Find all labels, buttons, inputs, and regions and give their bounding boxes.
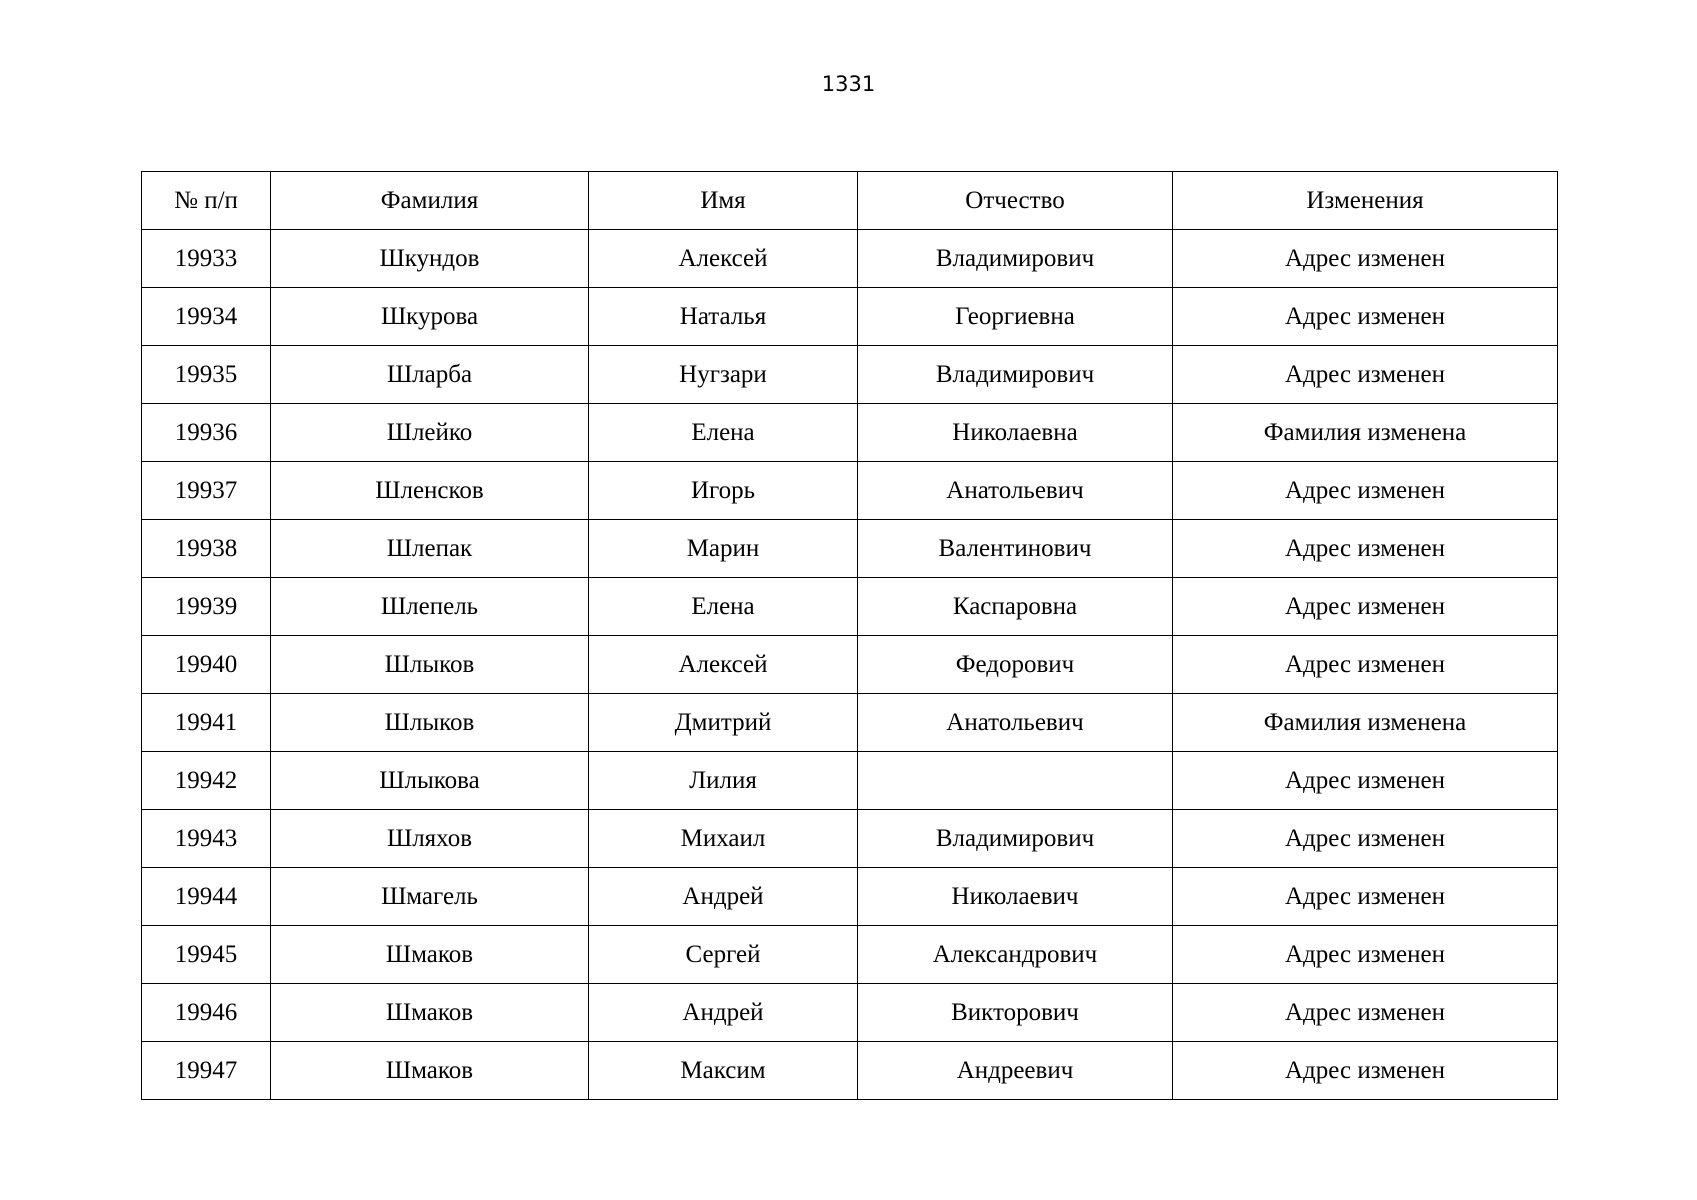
cell-patronymic: Николаевна <box>858 404 1173 462</box>
cell-number: 19941 <box>142 694 271 752</box>
table-row <box>142 578 1558 636</box>
cell-number: 19947 <box>142 1042 271 1100</box>
cell-surname: Шмагель <box>271 868 589 926</box>
cell-patronymic <box>858 752 1173 810</box>
cell-patronymic: Андреевич <box>858 1042 1173 1100</box>
cell-number: 19943 <box>142 810 271 868</box>
header-first-name: Имя <box>589 172 858 230</box>
table-row <box>142 346 1558 404</box>
cell-changes: Адрес изменен <box>1173 810 1558 868</box>
cell-patronymic: Николаевич <box>858 868 1173 926</box>
cell-changes: Адрес изменен <box>1173 636 1558 694</box>
cell-number: 19938 <box>142 520 271 578</box>
cell-number: 19942 <box>142 752 271 810</box>
table-row <box>142 1042 1558 1100</box>
cell-first-name: Алексей <box>589 230 858 288</box>
table-row <box>142 636 1558 694</box>
cell-patronymic: Георгиевна <box>858 288 1173 346</box>
cell-first-name: Максим <box>589 1042 858 1100</box>
cell-first-name: Лилия <box>589 752 858 810</box>
cell-changes: Адрес изменен <box>1173 346 1558 404</box>
table-row <box>142 288 1558 346</box>
cell-first-name: Михаил <box>589 810 858 868</box>
cell-number: 19939 <box>142 578 271 636</box>
table-row <box>142 520 1558 578</box>
register-table <box>141 171 1558 1100</box>
cell-patronymic: Федорович <box>858 636 1173 694</box>
cell-patronymic: Владимирович <box>858 346 1173 404</box>
cell-surname: Шлыкова <box>271 752 589 810</box>
cell-number: 19945 <box>142 926 271 984</box>
cell-changes: Адрес изменен <box>1173 926 1558 984</box>
cell-patronymic: Владимирович <box>858 810 1173 868</box>
header-number: № п/п <box>142 172 271 230</box>
cell-changes: Адрес изменен <box>1173 578 1558 636</box>
table-header-row <box>142 172 1558 230</box>
header-changes: Изменения <box>1173 172 1558 230</box>
cell-changes: Адрес изменен <box>1173 520 1558 578</box>
cell-surname: Шлейко <box>271 404 589 462</box>
cell-first-name: Нугзари <box>589 346 858 404</box>
cell-patronymic: Анатольевич <box>858 694 1173 752</box>
cell-number: 19934 <box>142 288 271 346</box>
table-row <box>142 694 1558 752</box>
page-number: 1331 <box>821 72 876 96</box>
cell-number: 19946 <box>142 984 271 1042</box>
cell-changes: Фамилия изменена <box>1173 694 1558 752</box>
cell-surname: Шмаков <box>271 1042 589 1100</box>
header-surname: Фамилия <box>271 172 589 230</box>
cell-patronymic: Каспаровна <box>858 578 1173 636</box>
cell-first-name: Сергей <box>589 926 858 984</box>
cell-changes: Адрес изменен <box>1173 984 1558 1042</box>
cell-first-name: Елена <box>589 404 858 462</box>
cell-surname: Шларба <box>271 346 589 404</box>
table-row <box>142 752 1558 810</box>
cell-first-name: Марин <box>589 520 858 578</box>
cell-first-name: Наталья <box>589 288 858 346</box>
cell-first-name: Андрей <box>589 984 858 1042</box>
cell-surname: Шлепак <box>271 520 589 578</box>
cell-patronymic: Владимирович <box>858 230 1173 288</box>
cell-patronymic: Анатольевич <box>858 462 1173 520</box>
cell-changes: Адрес изменен <box>1173 868 1558 926</box>
cell-patronymic: Валентинович <box>858 520 1173 578</box>
cell-first-name: Дмитрий <box>589 694 858 752</box>
cell-changes: Фамилия изменена <box>1173 404 1558 462</box>
cell-first-name: Алексей <box>589 636 858 694</box>
header-patronymic: Отчество <box>858 172 1173 230</box>
cell-number: 19933 <box>142 230 271 288</box>
table-row <box>142 984 1558 1042</box>
cell-first-name: Андрей <box>589 868 858 926</box>
cell-surname: Шмаков <box>271 926 589 984</box>
cell-surname: Шлыков <box>271 694 589 752</box>
cell-number: 19937 <box>142 462 271 520</box>
cell-number: 19940 <box>142 636 271 694</box>
cell-patronymic: Александрович <box>858 926 1173 984</box>
cell-changes: Адрес изменен <box>1173 752 1558 810</box>
cell-patronymic: Викторович <box>858 984 1173 1042</box>
cell-surname: Шкурова <box>271 288 589 346</box>
cell-first-name: Игорь <box>589 462 858 520</box>
table-row <box>142 810 1558 868</box>
cell-number: 19935 <box>142 346 271 404</box>
table-row <box>142 404 1558 462</box>
cell-number: 19936 <box>142 404 271 462</box>
cell-surname: Шкундов <box>271 230 589 288</box>
cell-changes: Адрес изменен <box>1173 288 1558 346</box>
table-row <box>142 230 1558 288</box>
cell-first-name: Елена <box>589 578 858 636</box>
cell-changes: Адрес изменен <box>1173 462 1558 520</box>
cell-changes: Адрес изменен <box>1173 230 1558 288</box>
cell-surname: Шляхов <box>271 810 589 868</box>
cell-surname: Шленсков <box>271 462 589 520</box>
cell-surname: Шлепель <box>271 578 589 636</box>
cell-surname: Шлыков <box>271 636 589 694</box>
table-row <box>142 868 1558 926</box>
cell-surname: Шмаков <box>271 984 589 1042</box>
cell-number: 19944 <box>142 868 271 926</box>
cell-changes: Адрес изменен <box>1173 1042 1558 1100</box>
table-row <box>142 926 1558 984</box>
table-row <box>142 462 1558 520</box>
